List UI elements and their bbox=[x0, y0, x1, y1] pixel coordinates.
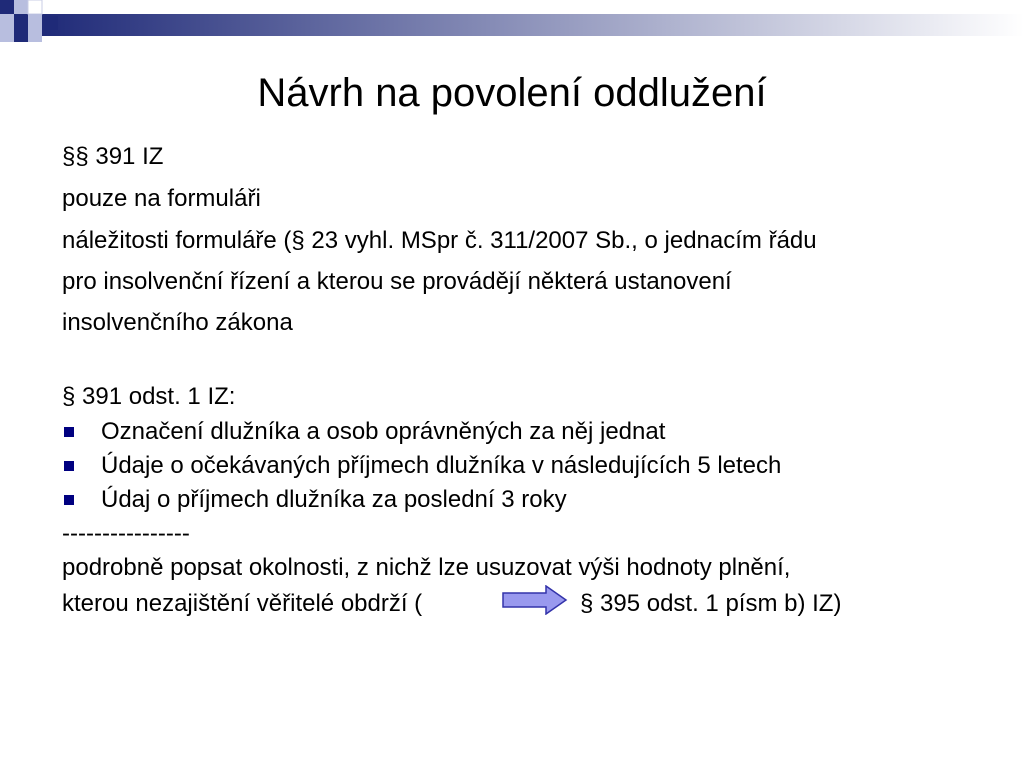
header-square-light-2 bbox=[0, 14, 14, 28]
header-square-navy-4 bbox=[44, 16, 58, 30]
bullet-item-1: Označení dlužníka a osob oprávněných za něj jednat bbox=[101, 418, 666, 445]
header-square-light-5 bbox=[28, 28, 42, 42]
slide-title: Návrh na povolení oddlužení bbox=[257, 71, 767, 115]
bullet-item-3: Údaj o příjmech dlužníka za poslední 3 roky bbox=[101, 486, 567, 513]
header-square-light-1 bbox=[14, 0, 28, 14]
header-square-light-3 bbox=[28, 14, 42, 28]
header-square-navy-2 bbox=[14, 14, 28, 28]
paragraph-form-only: pouze na formuláři bbox=[62, 185, 261, 212]
closing-line-2: kterou nezajištění věřitelé obdrží ( bbox=[62, 590, 423, 617]
header-decoration bbox=[0, 0, 1024, 60]
header-gradient-band bbox=[40, 14, 1024, 36]
bullet-item-2: Údaje o očekávaných příjmech dlužníka v následujících 5 letech bbox=[101, 452, 782, 479]
header-square-navy-1 bbox=[0, 0, 14, 14]
bullet-square-icon bbox=[64, 495, 74, 505]
header-square-navy-3 bbox=[14, 28, 28, 42]
bullet-square-icon bbox=[64, 461, 74, 471]
paragraph-form-requirements: náležitosti formuláře (§ 23 vyhl. MSpr č. 311/2007 Sb., o jednacím řádu bbox=[62, 227, 817, 254]
closing-line-1: podrobně popsat okolnosti, z nichž lze usuzovat výši hodnoty plnění, bbox=[62, 554, 791, 581]
paragraph-form-requirements-cont-2: insolvenčního zákona bbox=[62, 309, 293, 336]
separator-line: ---------------- bbox=[62, 520, 190, 547]
paragraph-statute: §§ 391 IZ bbox=[62, 143, 164, 170]
right-arrow-icon bbox=[502, 585, 568, 615]
closing-reference: § 395 odst. 1 písm b) IZ) bbox=[580, 590, 842, 617]
paragraph-form-requirements-cont-1: pro insolvenční řízení a kterou se provádějí některá ustanovení bbox=[62, 268, 732, 295]
bullet-square-icon bbox=[64, 427, 74, 437]
section-heading: § 391 odst. 1 IZ: bbox=[62, 383, 236, 410]
header-square-white-1 bbox=[28, 0, 42, 14]
header-square-light-4 bbox=[0, 28, 14, 42]
